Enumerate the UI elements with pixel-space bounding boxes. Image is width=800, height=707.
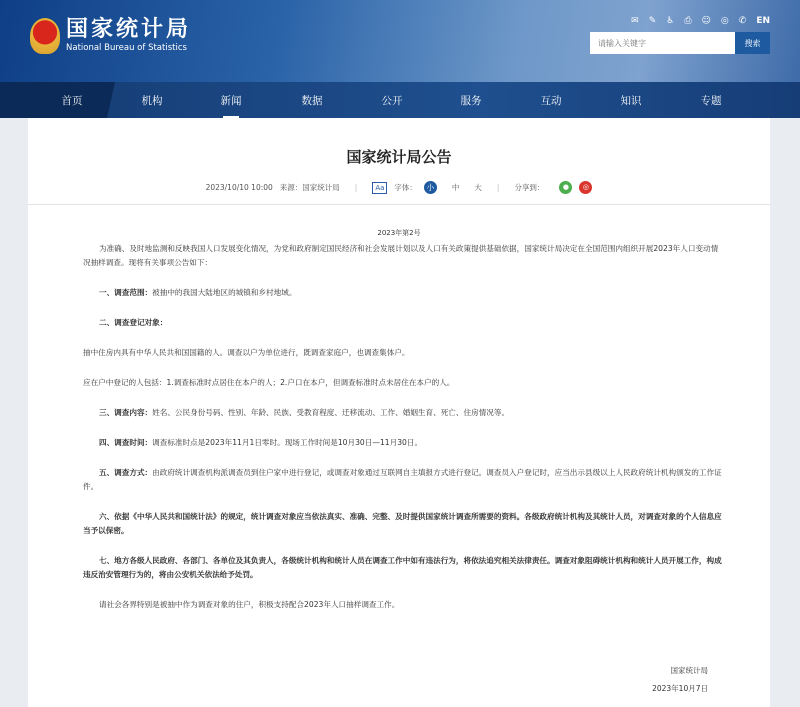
national-emblem-icon — [30, 18, 60, 54]
weibo-icon[interactable]: ◎ — [720, 16, 729, 26]
signature — [652, 662, 708, 698]
logo-subtitle: National Bureau of Statistics — [66, 43, 187, 53]
closing-paragraph: 请社会各界特别是被抽中作为调查对象的住户，积极支持配合2023年人口抽样调查工作。 — [99, 600, 400, 609]
nav-public[interactable]: 公开 — [381, 95, 403, 107]
section-4: 四、调查时间：调查标准时点是2023年11月1日零时。现场工作时间是10月30日—11月30日。 — [99, 438, 423, 447]
section-2-paragraph-a: 抽中住房内具有中华人民共和国国籍的人。调查以户为单位进行，既调查家庭户，也调查集体户。 — [83, 348, 410, 357]
publish-date: 2023/10/10 10:00 — [205, 183, 273, 192]
section-1: 一、调查范围：被抽中的我国大陆地区的城镇和乡村地域。 — [99, 288, 297, 297]
article-title: 国家统计局公告 — [346, 148, 452, 166]
nav-home[interactable]: 首页 — [61, 95, 83, 107]
nav-data[interactable]: 数据 — [301, 95, 323, 107]
share-label: 分享到： — [514, 183, 545, 192]
wechat-icon[interactable]: ✆ — [738, 16, 747, 26]
english-link[interactable]: EN — [756, 16, 770, 26]
font-size-icon: Aa — [372, 182, 387, 194]
search-button[interactable]: 搜索 — [735, 32, 770, 54]
section-3: 三、调查内容：姓名、公民身份号码、性别、年龄、民族、受教育程度、迁移流动、工作、婚姻生育、死亡、住房情况等。 — [99, 408, 510, 417]
mail-icon[interactable]: ✉ — [631, 16, 639, 26]
print-icon[interactable]: ⎙ — [684, 16, 692, 26]
nav-news[interactable]: 新闻 — [201, 82, 261, 118]
signature-date: 2023年10月7日 — [652, 684, 708, 693]
section-2-paragraph-b: 应在户中登记的人包括：1.调查标准时点居住在本户的人；2.户口在本户，但调查标准时点未居住在本户的人。 — [83, 378, 455, 387]
divider — [28, 204, 770, 205]
search-input[interactable] — [590, 32, 735, 54]
font-large-button[interactable]: 大 — [474, 183, 482, 192]
section-2-heading: 二、调查登记对象： — [99, 318, 168, 327]
main-nav — [0, 82, 800, 118]
article-card — [28, 118, 770, 707]
section-7: 七、地方各级人民政府、各部门、各单位及其负责人，各级统计机构和统计人员在调查工作中如有违法行为，将依法追究相关法律责任。调查对象阻碍统计机构和统计人员开展工作，构成违反治安管理行为的，将由公安机关依法给予处罚。 — [83, 556, 722, 579]
section-5: 五、调查方式：由政府统计调查机构派调查员到住户家中进行登记，或调查对象通过互联网自主填报方式进行登记。调查员入户登记时，应当出示县级以上人民政府统计机构颁发的工作证件。 — [83, 468, 722, 491]
edit-mail-icon[interactable]: ✎ — [648, 16, 657, 26]
share-weibo-icon[interactable]: ◎ — [579, 181, 592, 194]
share-wechat-icon[interactable]: ● — [559, 181, 572, 194]
article-meta — [28, 181, 770, 194]
font-small-button[interactable]: 小 — [424, 181, 437, 194]
header-banner — [0, 0, 800, 86]
intro-paragraph: 为准确、及时地监测和反映我国人口发展变化情况，为党和政府制定国民经济和社会发展计划以及人口有关政策提供基础依据，国家统计局决定在全国范围内组织开展2023年人口变动情况抽样调查。现将有关事项公告如下： — [83, 244, 719, 267]
site-logo[interactable] — [30, 18, 191, 54]
accessibility-icon[interactable]: ♿ — [666, 16, 675, 26]
font-medium-button[interactable]: 中 — [451, 183, 460, 192]
signature-org: 国家统计局 — [670, 666, 708, 675]
header-tools — [631, 16, 770, 26]
nav-knowledge[interactable]: 知识 — [620, 95, 642, 107]
robot-icon[interactable]: ☺ — [701, 16, 711, 26]
nav-institutions[interactable]: 机构 — [141, 95, 163, 107]
nav-services[interactable]: 服务 — [460, 95, 482, 107]
logo-title: 国家统计局 — [66, 17, 192, 42]
separator: | — [496, 183, 500, 192]
article-body — [83, 242, 723, 628]
nav-topics[interactable]: 专题 — [700, 95, 722, 107]
separator: | — [354, 183, 358, 192]
search-bar — [590, 32, 770, 54]
nav-interaction[interactable]: 互动 — [540, 95, 562, 107]
font-label: 字体： — [394, 183, 417, 192]
document-number: 2023年第2号 — [377, 229, 421, 237]
source: 来源：国家统计局 — [279, 183, 340, 192]
section-6: 六、依据《中华人民共和国统计法》的规定，统计调查对象应当依法真实、准确、完整、及时提供国家统计调查所需要的资料。各级政府统计机构及其统计人员，对调查对象的个人信息应当予以保密。 — [83, 512, 722, 535]
